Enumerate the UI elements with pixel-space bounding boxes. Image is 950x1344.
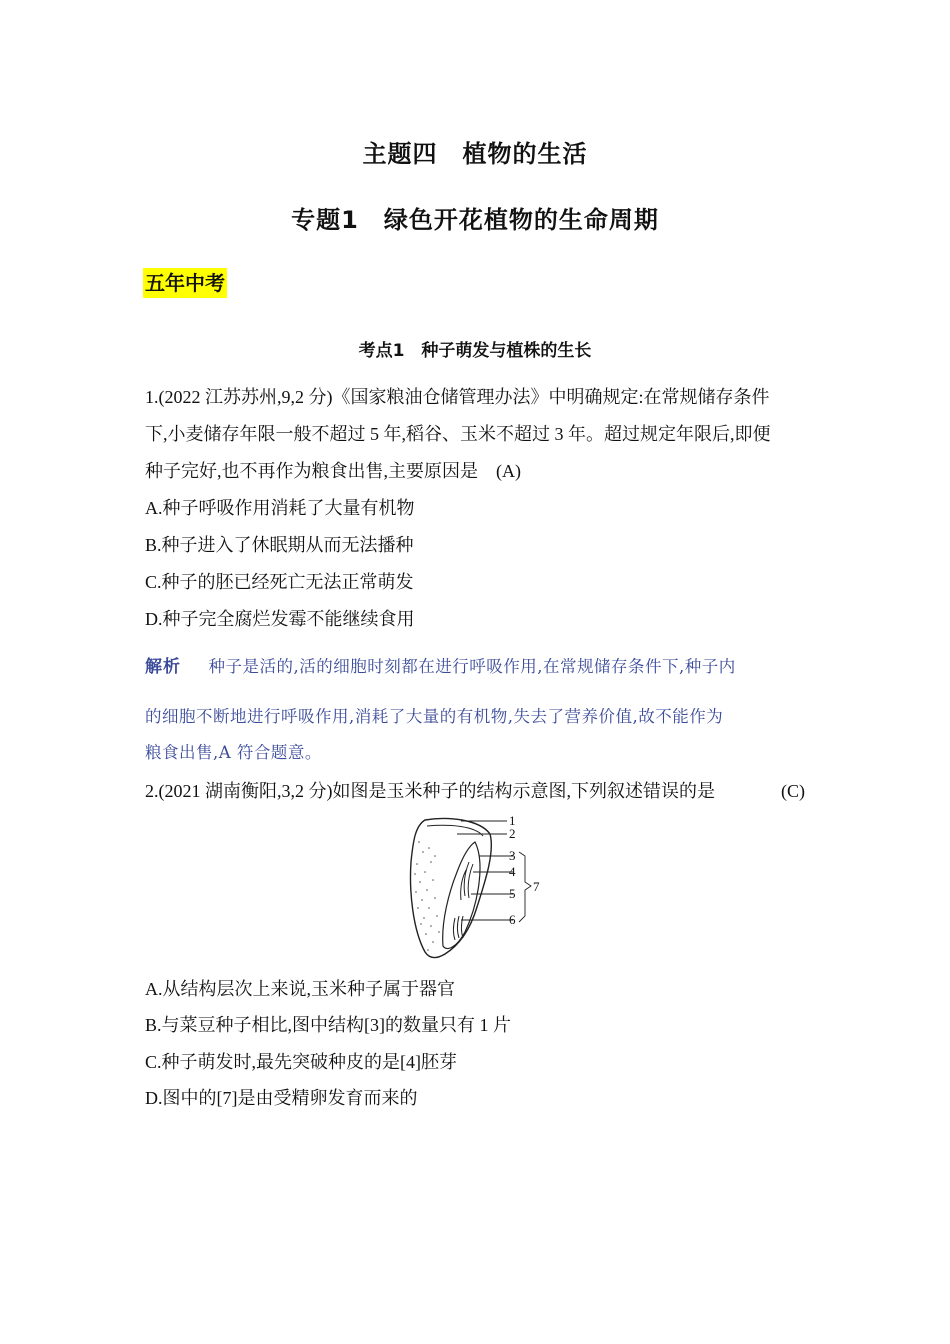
fig-label-2: 2 [509,826,516,841]
q1-option-c: C.种子的胚已经死亡无法正常萌发 [145,572,414,592]
fig-label-3: 3 [509,848,516,863]
q2-stem: 2.(2021 湖南衡阳,3,2 分)如图是玉米种子的结构示意图,下列叙述错误的是 [145,781,715,801]
theme-title: 主题四 植物的生活 [362,140,588,168]
analysis-label: 解析 [145,657,181,677]
q1-stem-line3: 种子完好,也不再作为粮食出售,主要原因是 (A) [145,461,521,481]
fig-label-4: 4 [509,864,516,879]
q1-analysis-line1 [145,655,736,679]
q2-option-d: D.图中的[7]是由受精卵发育而来的 [145,1088,418,1108]
q2-option-a: A.从结构层次上来说,玉米种子属于器官 [145,979,455,999]
fig-label-1: 1 [509,813,516,828]
fig-label-5: 5 [509,886,516,901]
fig-label-6: 6 [509,912,516,927]
q1-option-a: A.种子呼吸作用消耗了大量有机物 [145,498,415,518]
q2-option-b: B.与菜豆种子相比,图中结构[3]的数量只有 1 片 [145,1015,511,1035]
section-title: 考点1 种子萌发与植株的生长 [358,341,592,361]
q1-analysis-line3: 粮食出售,A 符合题意。 [145,743,322,762]
q1-analysis-line2: 的细胞不断地进行呼吸作用,消耗了大量的有机物,失去了营养价值,故不能作为 [145,707,724,726]
corn-seed-diagram [395,812,555,964]
q1-option-d: D.种子完全腐烂发霉不能继续食用 [145,609,415,629]
q1-option-b: B.种子进入了休眠期从而无法播种 [145,535,414,555]
q2-answer: (C) [781,781,805,801]
q1-stem-line1: 1.(2022 江苏苏州,9,2 分)《国家粮油仓储管理办法》中明确规定:在常规储存条件 [145,387,770,407]
fig-label-7: 7 [533,879,540,894]
q2-option-c: C.种子萌发时,最先突破种皮的是[4]胚芽 [145,1052,457,1072]
topic-title: 专题1 绿色开花植物的生命周期 [291,206,659,234]
five-year-exam-badge: 五年中考 [143,268,227,298]
analysis-text-1: 种子是活的,活的细胞时刻都在进行呼吸作用,在常规储存条件下,种子内 [208,657,736,676]
corn-seed-figure [395,812,555,969]
q1-stem-line2: 下,小麦储存年限一般不超过 5 年,稻谷、玉米不超过 3 年。超过规定年限后,即便 [145,424,771,444]
